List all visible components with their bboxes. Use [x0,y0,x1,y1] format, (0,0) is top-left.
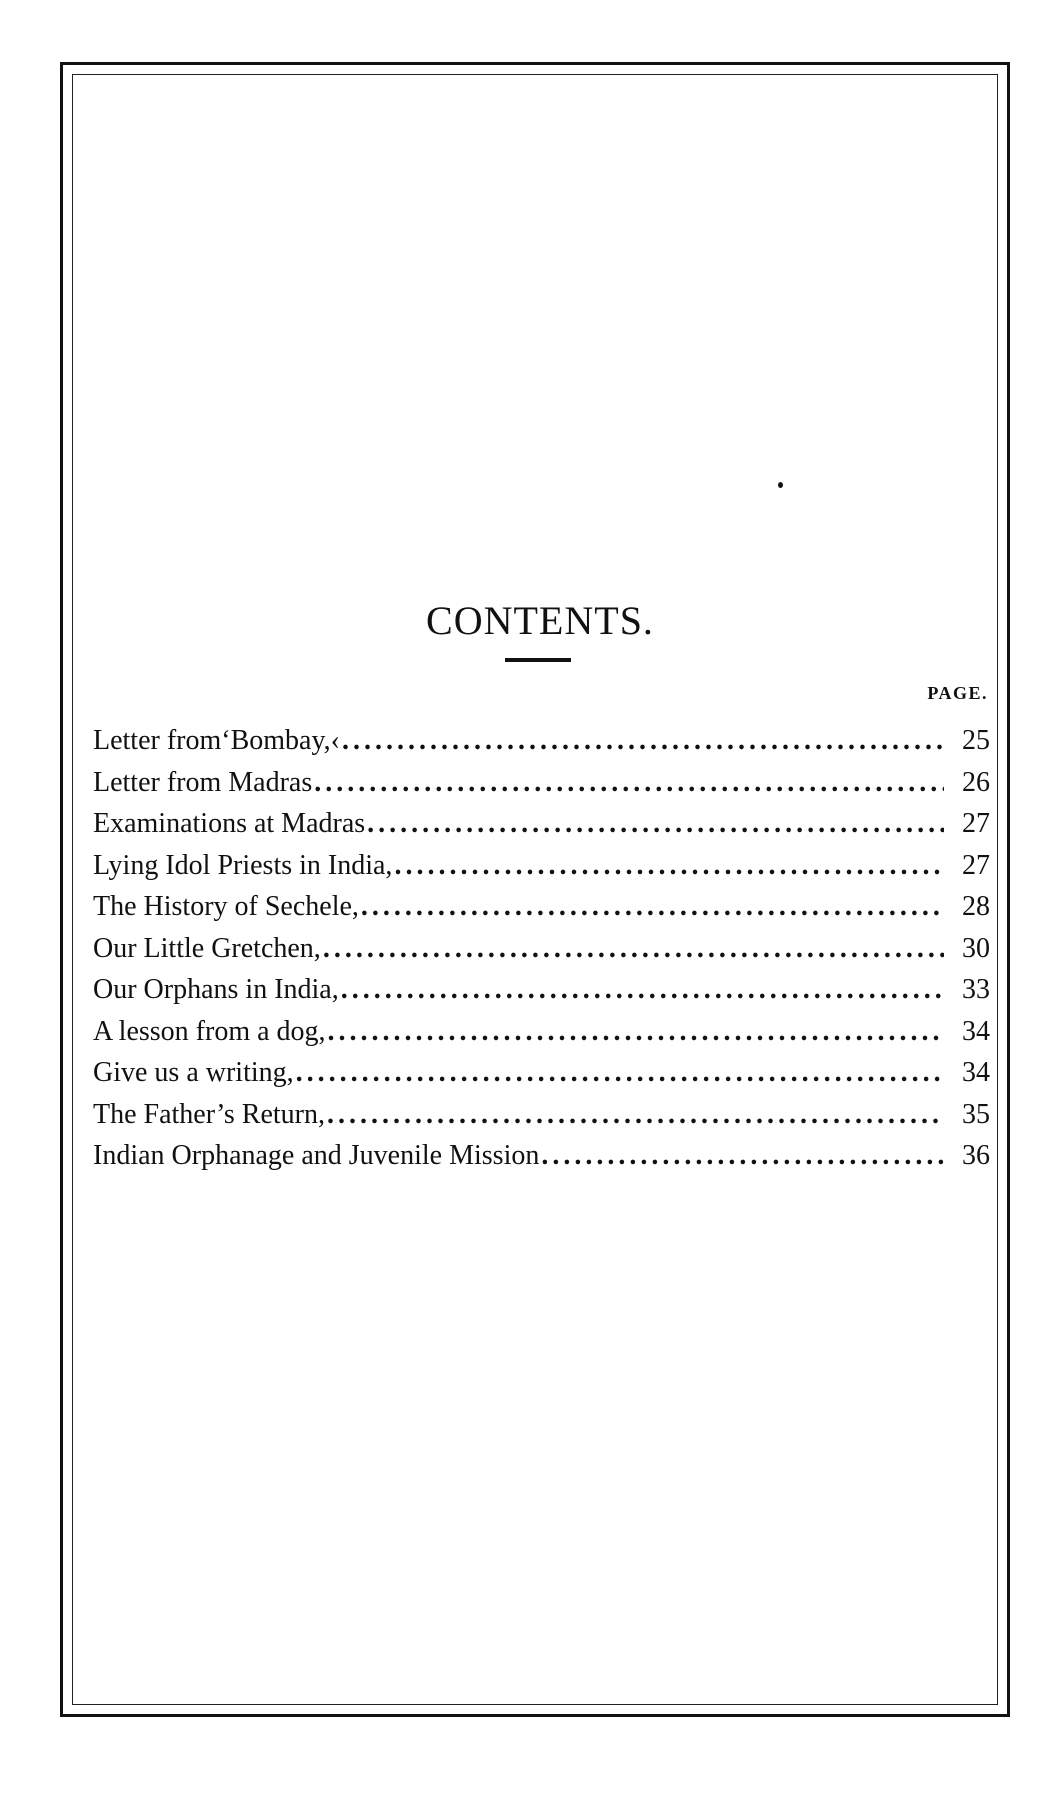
contents-entry[interactable] [93,762,990,804]
entry-page-number: 35 [962,1098,990,1130]
entry-page-number: 33 [962,974,990,1005]
entry-title: Letter from Madras [93,766,313,798]
ink-speck [778,482,783,488]
page-column-label: PAGE. [927,683,988,703]
entry-page-number: 34 [962,1057,990,1088]
contents-entry[interactable] [93,1094,990,1136]
contents-entry[interactable] [93,886,990,928]
contents-entry[interactable] [93,969,990,1011]
entry-title: A lesson from a dog, [93,1015,326,1047]
entry-page-number: 26 [962,766,990,798]
entry-title: Our Little Gretchen, [93,932,321,964]
dot-leader [327,1094,944,1136]
contents-list [93,720,990,1177]
dot-leader [367,803,944,845]
entry-page-number: 34 [962,1015,990,1047]
entry-title: Lying Idol Priests in India, [93,849,393,881]
entry-page-number: 30 [962,932,990,964]
entry-title: The History of Sechele, [93,891,359,922]
contents-entry[interactable] [93,803,990,845]
dot-leader [314,762,944,804]
entry-page-number: 27 [962,808,990,839]
contents-entry[interactable] [93,1011,990,1053]
dot-leader [394,845,944,887]
dot-leader [323,928,944,970]
dot-leader [328,1011,944,1053]
entry-title: Give us a writing, [93,1057,294,1088]
dot-leader [341,969,944,1011]
title-rule [505,658,571,662]
entry-title: Our Orphans in India, [93,974,339,1005]
entry-title: Indian Orphanage and Juvenile Mission [93,1140,540,1171]
entry-title: The Father’s Return, [93,1098,325,1130]
entry-page-number: 36 [962,1140,990,1171]
dot-leader [541,1135,944,1177]
contents-entry[interactable] [93,845,990,887]
entry-page-number: 27 [962,849,990,881]
entry-title: Examinations at Madras [93,808,366,839]
entry-page-number: 28 [962,891,990,922]
entry-title: Letter fromʻBombay,‹ [93,725,340,756]
entry-page-number: 25 [962,725,990,756]
dot-leader [361,886,944,928]
contents-entry[interactable] [93,720,990,762]
contents-entry[interactable] [93,1052,990,1094]
contents-entry[interactable] [93,1135,990,1177]
dot-leader [342,720,944,762]
contents-entry[interactable] [93,928,990,970]
page-title: CONTENTS. [426,597,654,643]
dot-leader [296,1052,944,1094]
